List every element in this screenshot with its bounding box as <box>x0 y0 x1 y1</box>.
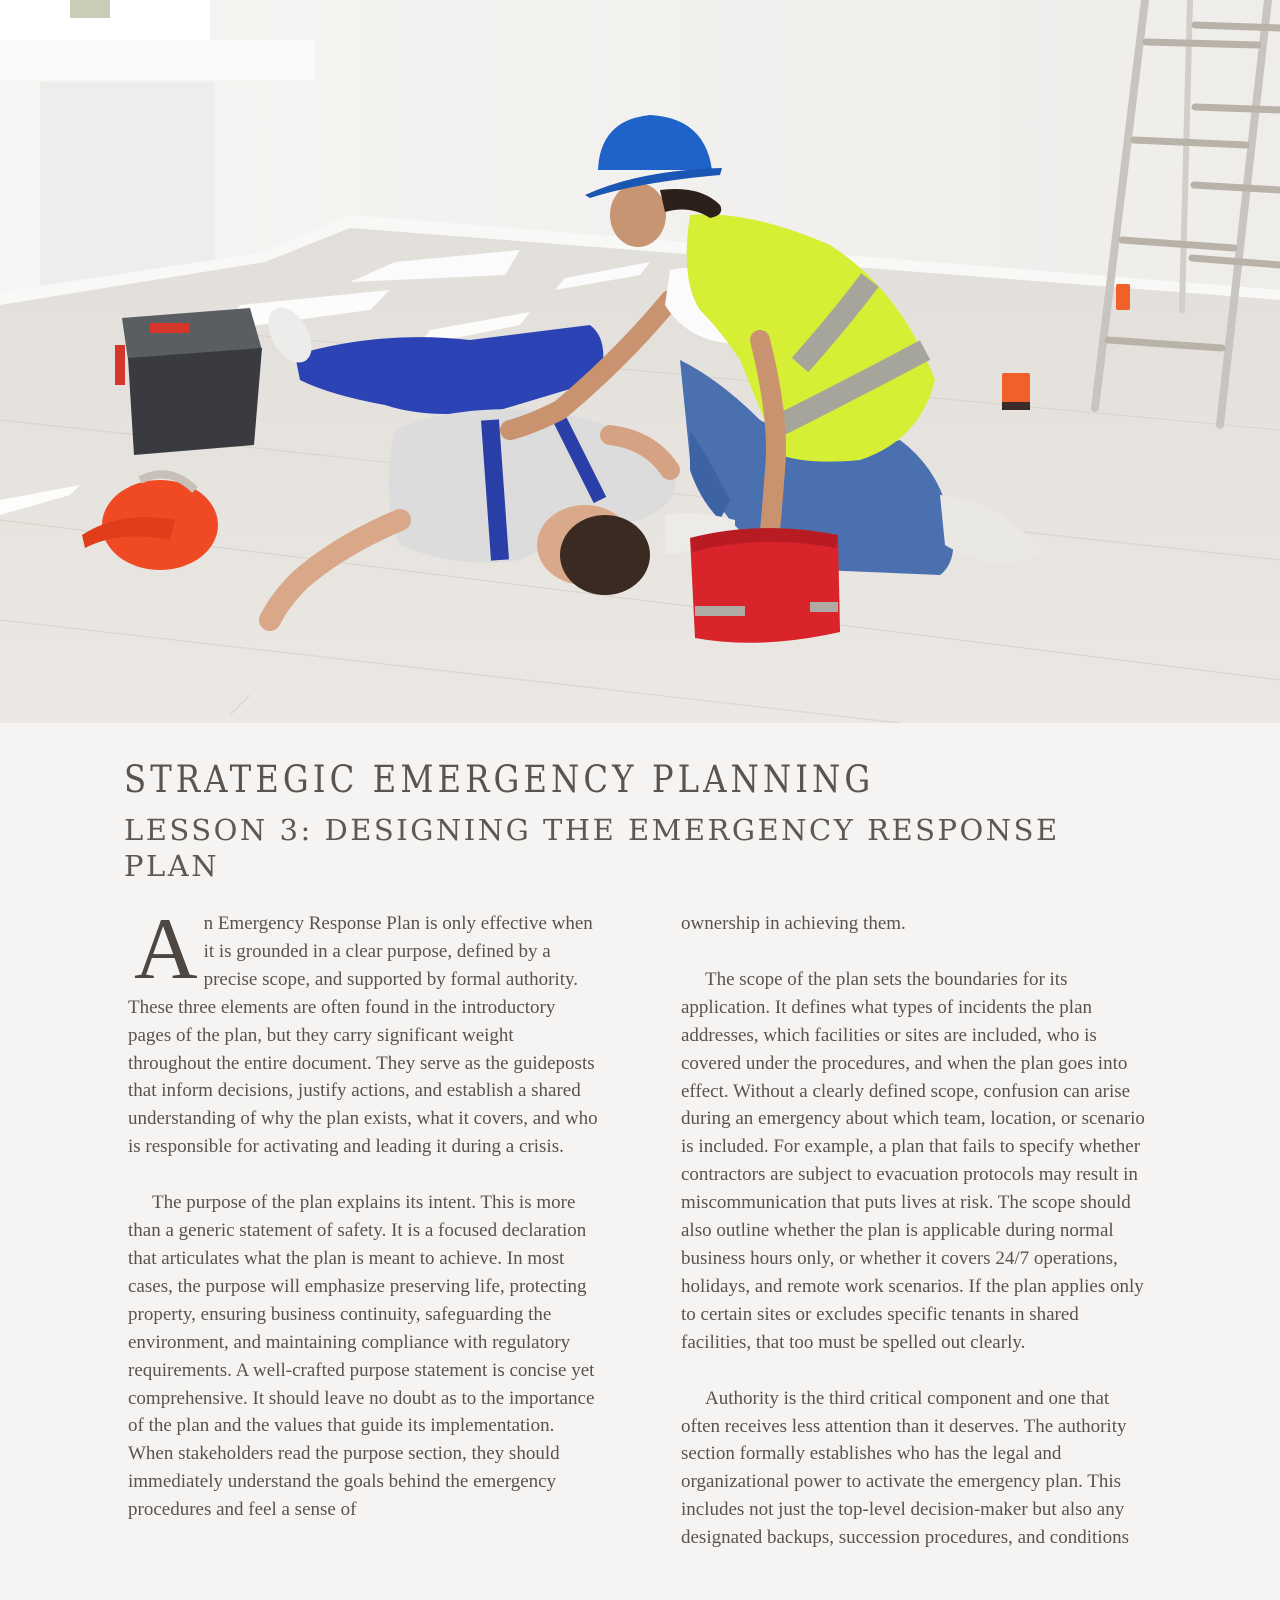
article-column-right <box>681 910 1151 1580</box>
first-aid-bag <box>690 528 840 643</box>
drop-cap: A <box>134 901 198 998</box>
ladder-foot <box>1116 284 1130 310</box>
paragraph-intro <box>128 901 598 1161</box>
lesson-header <box>124 758 1164 884</box>
paragraph-scope: The scope of the plan sets the boundaries for its application. It defines what types of incidents the plan addresses, which facilities or sites are included, who is covered under the procedures, and when the plan goes into effect. Without a clearly defined scope, confusion can arise during an emergency about which team, location, or scenario is included. For example, a plan that fails to specify whether contractors are subject to evacuation protocols may result in miscommunication that puts lives at risk. The scope should also outline whether the plan is applicable during normal business hours only, or whether it covers 24/7 operations, holidays, and remote work scenarios. If the plan applies only to certain sites or excludes specific tenants in shared facilities, that too must be spelled out clearly. <box>681 968 1145 1353</box>
paragraph-purpose-continued: ownership in achieving them. <box>681 913 906 934</box>
paragraph-authority: Authority is the third critical component and one that often receives less attention than it deserves. The authority section formally establishes who has the legal and organizational power to activate the emergency plan. This includes not just the top-level decision-maker but also any designated backups, succession procedures, and conditions <box>681 1387 1129 1549</box>
first-aid-scene-illustration <box>0 0 1280 723</box>
article-column-left <box>128 901 598 1552</box>
paragraph-intro-text: n Emergency Response Plan is only effective when it is grounded in a clear purpose, defined by a precise scope, and supported by formal authority. These three elements are often found in the introductory pages of the plan, but they carry significant weight throughout the entire document. They serve as the guideposts that inform decisions, justify actions, and establish a shared understanding of why the plan exists, what it covers, and who is responsible for activating and leading it during a crisis. <box>128 913 598 1158</box>
course-title: STRATEGIC EMERGENCY PLANNING <box>124 758 875 801</box>
toolbox <box>115 308 262 455</box>
hero-image <box>0 0 1280 723</box>
lesson-title: LESSON 3: DESIGNING THE EMERGENCY RESPONSE PLAN <box>124 813 1060 883</box>
paragraph-purpose: The purpose of the plan explains its intent. This is more than a generic statement of safety. It is a focused declaration that articulates what the plan is meant to achieve. In most cases, the purpose will emphasize preserving life, protecting property, ensuring business continuity, safeguarding the environment, and maintaining compliance with regulatory requirements. A well-crafted purpose statement is concise yet comprehensive. It should leave no doubt as to the importance of the plan and the values that guide its implementation. When stakeholders read the purpose section, they should immediately understand the goals behind the emergency procedures and feel a sense of <box>128 1192 595 1521</box>
